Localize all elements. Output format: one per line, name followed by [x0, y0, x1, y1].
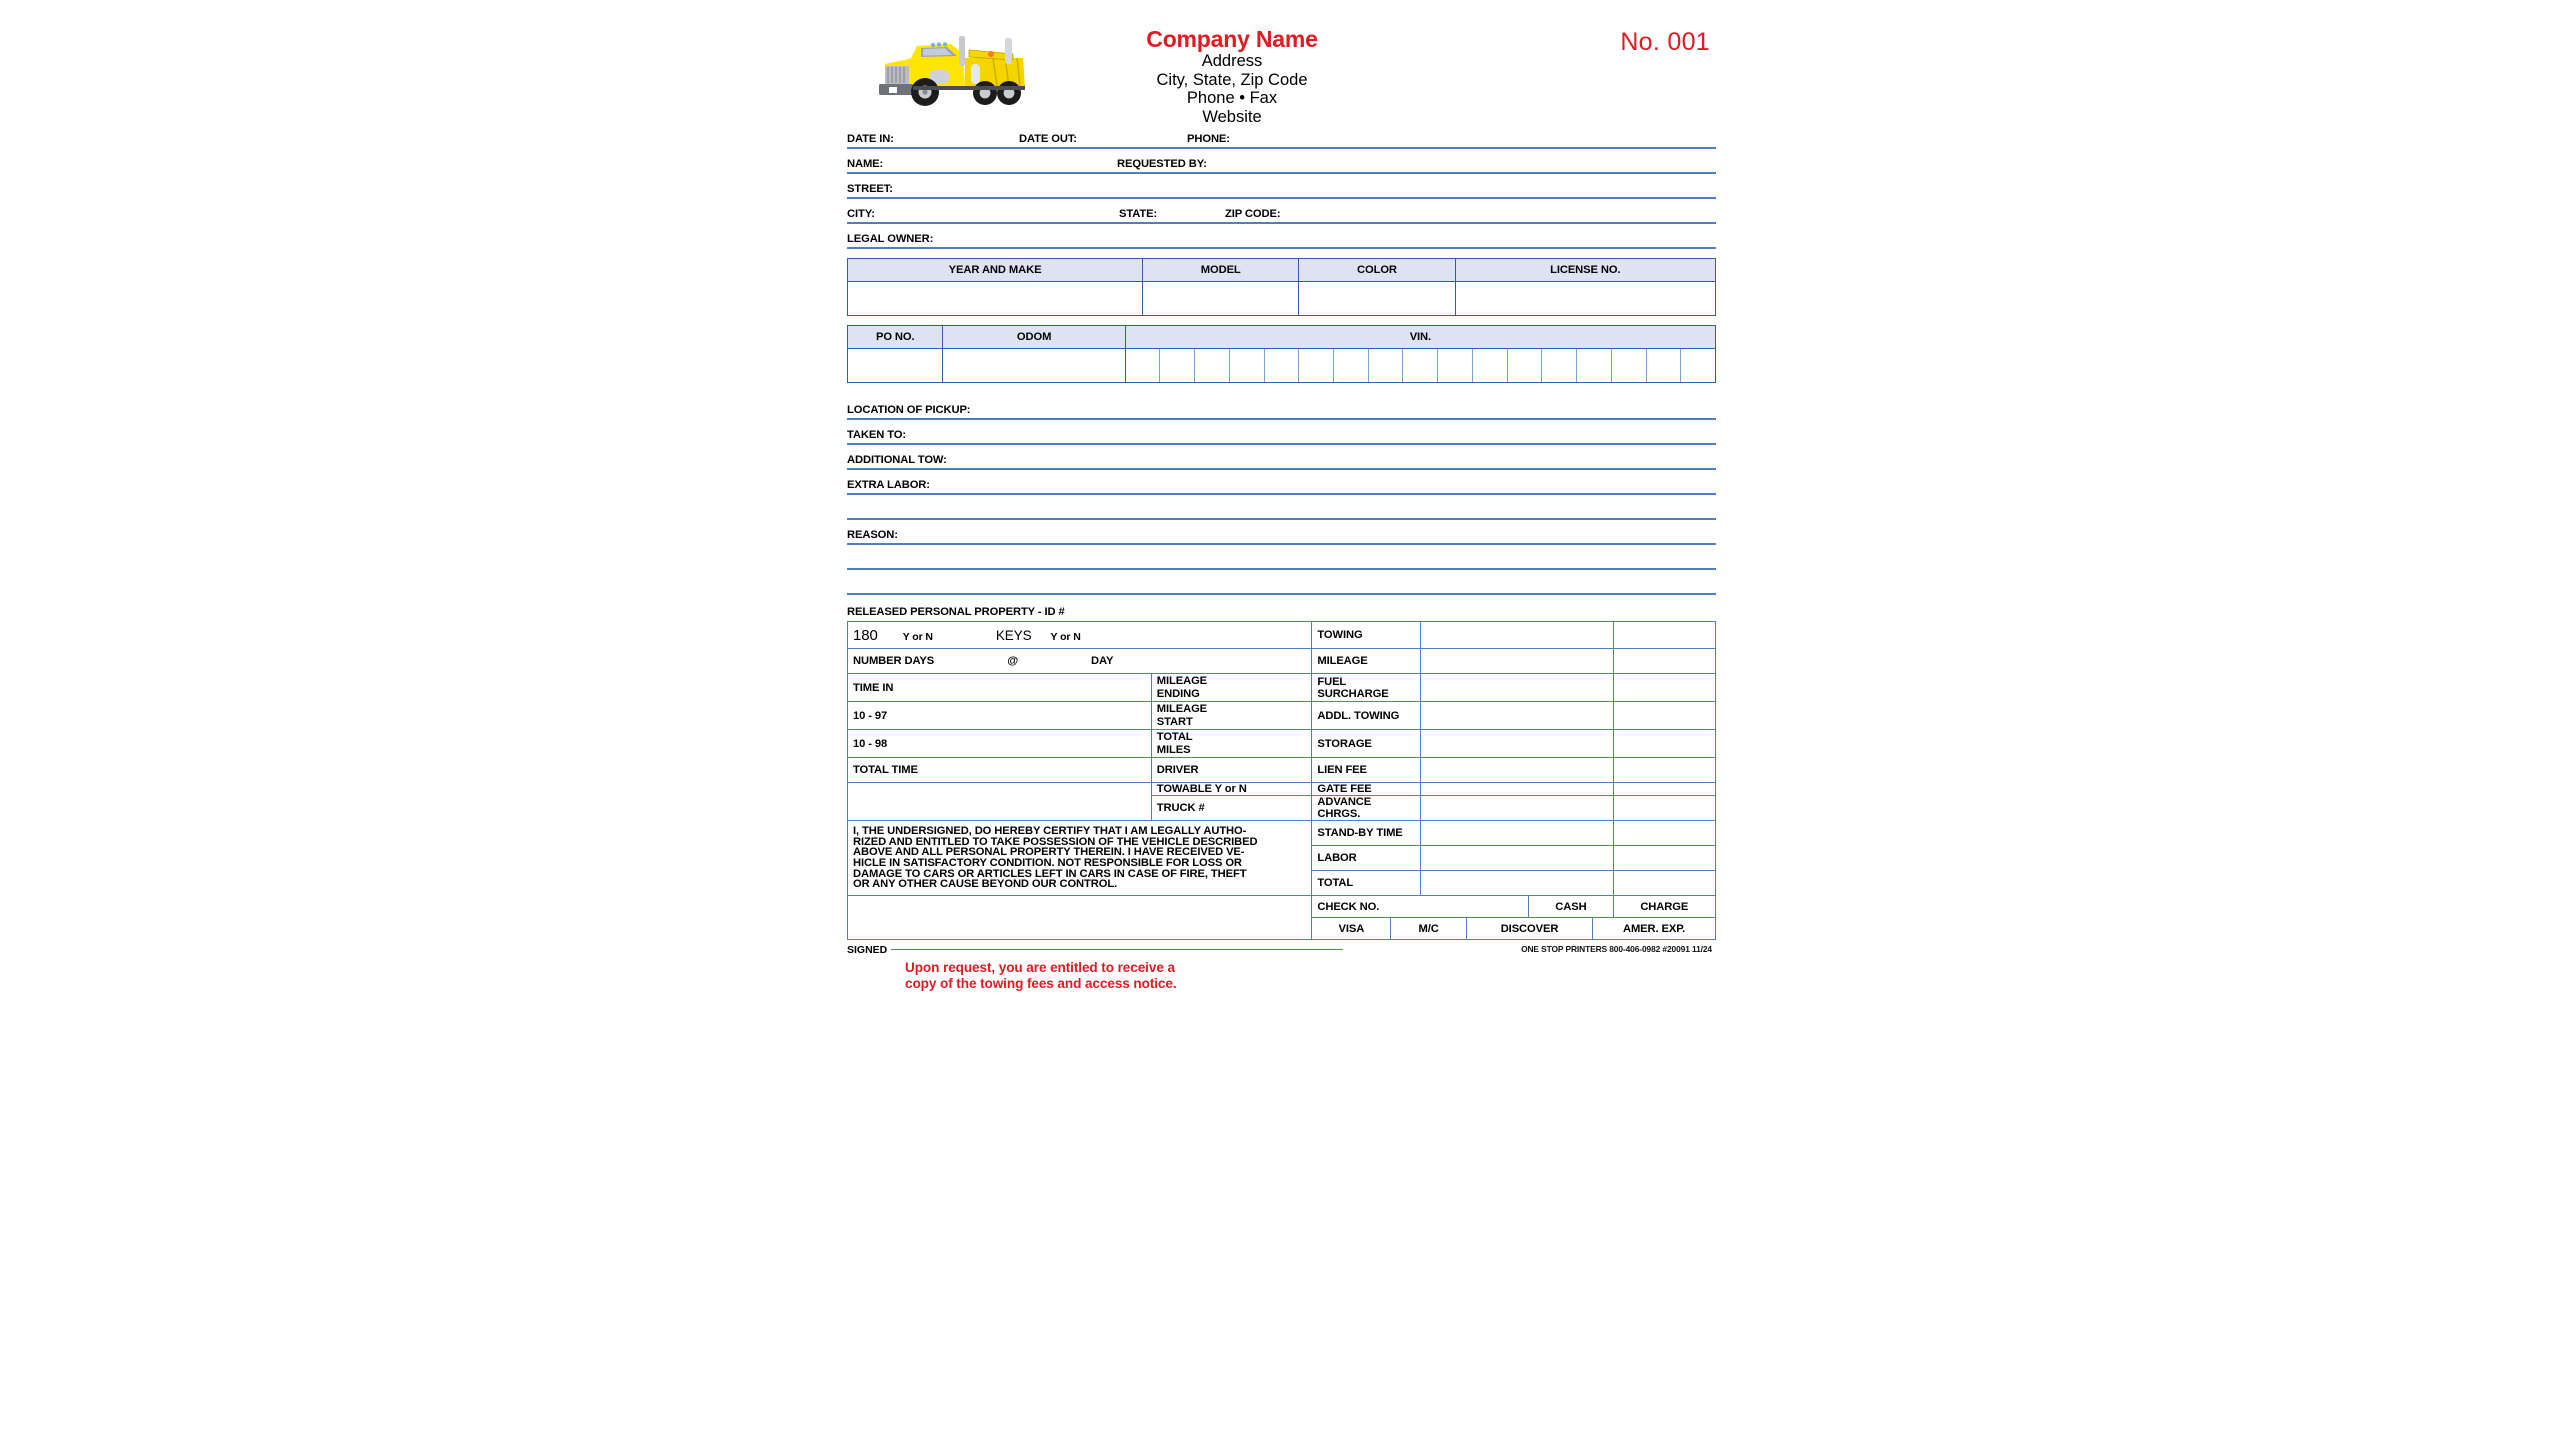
charge-label-gate-fee: GATE FEE	[1312, 783, 1421, 796]
charge-label-advance-chrgs: ADVANCE CHRGS.	[1312, 796, 1421, 821]
cell-license-no[interactable]	[1455, 282, 1715, 316]
charge-amount-labor[interactable]	[1420, 846, 1613, 871]
vin-cell[interactable]	[1577, 349, 1612, 382]
charge-amount-addl-towing[interactable]	[1420, 702, 1613, 730]
label-name: NAME:	[847, 158, 884, 170]
label-cash[interactable]: CASH	[1529, 896, 1613, 918]
charge-extra-labor[interactable]	[1613, 846, 1715, 871]
col-po-no: PO NO.	[848, 326, 943, 349]
grid-row-keys[interactable]	[848, 622, 1716, 649]
field-row-reason-cont-2[interactable]	[847, 570, 1716, 595]
grid-row-10-98[interactable]	[848, 730, 1716, 758]
charge-extra-lien-fee[interactable]	[1613, 758, 1715, 783]
cell-model[interactable]	[1143, 282, 1299, 316]
legal-line-4: HICLE IN SATISFACTORY CONDITION. NOT RESPONSIBLE FOR LOSS OR	[853, 857, 1242, 869]
field-row-reason[interactable]	[847, 520, 1716, 545]
invoice-number: No. 001	[1620, 28, 1710, 56]
label-legal-owner: LEGAL OWNER:	[847, 233, 934, 245]
cell-180-keys[interactable]	[848, 622, 1312, 649]
label-mileage-ending[interactable]	[1151, 674, 1312, 702]
legal-line-5: DAMAGE TO CARS OR ARTICLES LEFT IN CARS IN CASE OF FIRE, THEFT	[853, 867, 1247, 880]
field-row-reason-cont-1[interactable]	[847, 545, 1716, 570]
charge-label-addl-towing: ADDL. TOWING	[1312, 702, 1421, 730]
company-phone-fax: Phone • Fax	[1186, 89, 1278, 107]
legal-disclaimer-text	[848, 821, 1312, 896]
cell-blank-left[interactable]	[848, 783, 1152, 821]
mileage-start-line1: MILEAGE	[1156, 703, 1208, 715]
label-total-miles[interactable]	[1151, 730, 1312, 758]
charge-label-mileage: MILEAGE	[1312, 649, 1421, 674]
vin-cell[interactable]	[1299, 349, 1334, 382]
cell-po-no[interactable]	[848, 349, 943, 383]
charge-amount-towing[interactable]	[1420, 622, 1613, 649]
label-mileage-start[interactable]	[1151, 702, 1312, 730]
vin-cell[interactable]	[1438, 349, 1473, 382]
yes-or-no-property[interactable]: Y or N	[902, 630, 933, 643]
charge-amount-stand-by-time[interactable]	[1420, 821, 1613, 846]
col-model: MODEL	[1143, 259, 1299, 282]
mileage-ending-line1: MILEAGE	[1156, 675, 1208, 687]
col-license-no: LICENSE NO.	[1455, 259, 1715, 282]
label-released-personal-property: RELEASED PERSONAL PROPERTY - ID #	[847, 606, 1065, 618]
vin-table	[847, 325, 1716, 383]
legal-line-6: OR ANY OTHER CAUSE BEYOND OUR CONTROL.	[853, 878, 1118, 891]
charge-extra-gate-fee[interactable]	[1613, 783, 1715, 796]
charge-extra-advance-chrgs[interactable]	[1613, 796, 1715, 821]
charge-extra-stand-by-time[interactable]	[1613, 821, 1715, 846]
col-year-and-make: YEAR AND MAKE	[848, 259, 1143, 282]
charge-amount-total[interactable]	[1420, 871, 1613, 896]
cell-blank-left-lower	[848, 896, 1312, 940]
company-website: Website	[1202, 107, 1262, 126]
charge-label-storage: STORAGE	[1312, 730, 1421, 758]
label-requested-by: REQUESTED BY:	[1117, 158, 1207, 170]
cell-number-days[interactable]	[848, 649, 1312, 674]
vin-cell[interactable]	[1542, 349, 1577, 382]
charge-label-fuel-surcharge: FUEL SURCHARGE	[1312, 674, 1421, 702]
label-charge[interactable]: CHARGE	[1613, 896, 1715, 918]
notice-line-1: Upon request, you are entitled to receive a	[905, 960, 1175, 975]
cell-vin-boxes[interactable]	[1125, 349, 1715, 383]
label-code-10-97[interactable]: 10 - 97	[848, 702, 1152, 730]
label-truck-number[interactable]: TRUCK #	[1151, 796, 1312, 821]
vin-cell[interactable]	[1334, 349, 1369, 382]
label-state: STATE:	[1119, 208, 1158, 220]
label-extra-labor: EXTRA LABOR:	[847, 479, 930, 491]
cell-year-and-make[interactable]	[848, 282, 1143, 316]
vin-cell[interactable]	[1508, 349, 1543, 382]
label-card-discover[interactable]: DISCOVER	[1466, 918, 1592, 939]
vin-cell[interactable]	[1126, 349, 1161, 382]
col-odom: ODOM	[943, 326, 1125, 349]
legal-line-3: ABOVE AND ALL PERSONAL PROPERTY THEREIN. I HAVE RECEIVED VE-	[853, 846, 1245, 859]
grid-row-towable[interactable]	[848, 783, 1716, 796]
label-at-symbol: @	[1007, 655, 1018, 667]
grid-row-payment-method[interactable]	[848, 896, 1716, 918]
code-180: 180	[853, 626, 878, 644]
mileage-ending-line2: ENDING	[1156, 687, 1200, 700]
label-card-mc[interactable]: M/C	[1391, 918, 1466, 939]
tow-truck-illustration	[873, 24, 1041, 112]
mileage-start-line2: START	[1156, 715, 1193, 728]
yes-or-no-keys[interactable]: Y or N	[1050, 630, 1081, 643]
vin-input-row[interactable]	[848, 349, 1716, 383]
col-color: COLOR	[1299, 259, 1455, 282]
charge-extra-mileage[interactable]	[1613, 649, 1715, 674]
charges-and-details-grid	[847, 621, 1716, 940]
form-footer	[847, 940, 1716, 996]
field-row-city[interactable]	[847, 199, 1716, 224]
field-row-extra-labor[interactable]	[847, 470, 1716, 495]
legal-line-2: RIZED AND ENTITLED TO TAKE POSSESSION OF THE VEHICLE DESCRIBED	[853, 835, 1258, 848]
company-address: Address	[1201, 52, 1263, 70]
signature-rule[interactable]	[891, 949, 1343, 950]
charge-label-total: TOTAL	[1312, 871, 1421, 896]
label-card-amex[interactable]: AMER. EXP.	[1622, 922, 1686, 935]
label-phone: PHONE:	[1187, 133, 1230, 145]
label-time-in[interactable]: TIME IN	[848, 674, 1152, 702]
field-row-additional-tow[interactable]	[847, 445, 1716, 470]
field-row-dates[interactable]	[847, 124, 1716, 149]
vin-cell[interactable]	[1681, 349, 1715, 382]
charge-label-lien-fee: LIEN FEE	[1312, 758, 1421, 783]
charge-amount-storage[interactable]	[1420, 730, 1613, 758]
label-city: CITY:	[847, 208, 875, 220]
charge-extra-fuel-surcharge[interactable]	[1613, 674, 1715, 702]
label-number-days: NUMBER DAYS	[853, 655, 935, 667]
vin-cell[interactable]	[1195, 349, 1230, 382]
signed-field[interactable]	[847, 944, 1375, 956]
charge-amount-lien-fee[interactable]	[1420, 758, 1613, 783]
label-street: STREET:	[847, 183, 893, 195]
charge-label-stand-by-time: STAND-BY TIME	[1312, 821, 1421, 846]
towing-invoice-form	[823, 6, 1740, 1436]
notice-line-2: copy of the towing fees and access notice.	[905, 976, 1177, 991]
printer-credit: ONE STOP PRINTERS 800-406-0982 #20091 11/24	[1521, 944, 1712, 954]
field-row-legal-owner[interactable]	[847, 224, 1716, 249]
table-header-row	[848, 259, 1716, 282]
field-row-location-of-pickup[interactable]	[847, 395, 1716, 420]
vin-cell[interactable]	[1230, 349, 1265, 382]
charge-amount-gate-fee[interactable]	[1420, 783, 1613, 796]
label-date-in: DATE IN:	[847, 133, 894, 145]
grid-row-standby[interactable]	[848, 821, 1716, 846]
charge-extra-storage[interactable]	[1613, 730, 1715, 758]
charge-extra-addl-towing[interactable]	[1613, 702, 1715, 730]
label-signed: SIGNED	[847, 944, 888, 956]
grid-row-total-time[interactable]	[848, 758, 1716, 783]
released-property-row	[847, 602, 1716, 619]
grid-row-number-days[interactable]	[848, 649, 1716, 674]
grid-row-time-in[interactable]	[848, 674, 1716, 702]
grid-row-10-97[interactable]	[848, 702, 1716, 730]
charge-label-towing: TOWING	[1312, 622, 1421, 649]
vin-cell[interactable]	[1369, 349, 1404, 382]
label-code-10-98[interactable]: 10 - 98	[848, 730, 1152, 758]
charge-extra-towing[interactable]	[1613, 622, 1715, 649]
vin-cell[interactable]	[1473, 349, 1508, 382]
legal-line-1: I, THE UNDERSIGNED, DO HEREBY CERTIFY THAT I AM LEGALLY AUTHO-	[853, 825, 1247, 838]
label-day: DAY	[1091, 655, 1114, 667]
charge-label-labor: LABOR	[1312, 846, 1421, 871]
charge-extra-total[interactable]	[1613, 871, 1715, 896]
label-keys: KEYS	[995, 627, 1032, 643]
charge-amount-advance-chrgs[interactable]	[1420, 796, 1613, 821]
total-miles-line1: TOTAL	[1156, 731, 1193, 743]
cell-color[interactable]	[1299, 282, 1455, 316]
label-total-time[interactable]: TOTAL TIME	[848, 758, 1152, 783]
cell-odom[interactable]	[943, 349, 1125, 383]
label-driver[interactable]: DRIVER	[1151, 758, 1312, 783]
vin-cell[interactable]	[1160, 349, 1195, 382]
label-zip-code: ZIP CODE:	[1225, 208, 1281, 220]
company-city-state-zip: City, State, Zip Code	[1156, 70, 1308, 89]
label-location-of-pickup: LOCATION OF PICKUP:	[847, 404, 971, 416]
label-additional-tow: ADDITIONAL TOW:	[847, 454, 947, 466]
label-taken-to: TAKEN TO:	[847, 429, 906, 441]
vehicle-description-table	[847, 258, 1716, 316]
charge-amount-fuel-surcharge[interactable]	[1420, 674, 1613, 702]
col-vin: VIN.	[1125, 326, 1715, 349]
field-row-street[interactable]	[847, 174, 1716, 199]
vin-character-boxes[interactable]	[1126, 349, 1715, 382]
vin-cell[interactable]	[1403, 349, 1438, 382]
total-miles-line2: MILES	[1156, 743, 1191, 756]
label-card-visa[interactable]: VISA	[1312, 918, 1391, 939]
label-check-no[interactable]: CHECK NO.	[1312, 896, 1529, 918]
charge-amount-mileage[interactable]	[1420, 649, 1613, 674]
label-towable[interactable]: TOWABLE Y or N	[1151, 783, 1312, 796]
form-masthead	[847, 6, 1716, 124]
label-reason: REASON:	[847, 529, 898, 541]
vin-cell[interactable]	[1612, 349, 1647, 382]
label-date-out: DATE OUT:	[1019, 133, 1077, 145]
table-input-row[interactable]	[848, 282, 1716, 316]
vin-header-row	[848, 326, 1716, 349]
field-row-taken-to[interactable]	[847, 420, 1716, 445]
vin-cell[interactable]	[1647, 349, 1682, 382]
company-identity-block	[1017, 26, 1447, 126]
cell-card-types[interactable]	[1312, 918, 1716, 940]
towing-fees-notice	[905, 960, 1177, 992]
field-row-extra-labor-cont[interactable]	[847, 495, 1716, 520]
field-row-name[interactable]	[847, 149, 1716, 174]
vin-cell[interactable]	[1265, 349, 1300, 382]
company-name: Company Name	[1146, 26, 1318, 52]
